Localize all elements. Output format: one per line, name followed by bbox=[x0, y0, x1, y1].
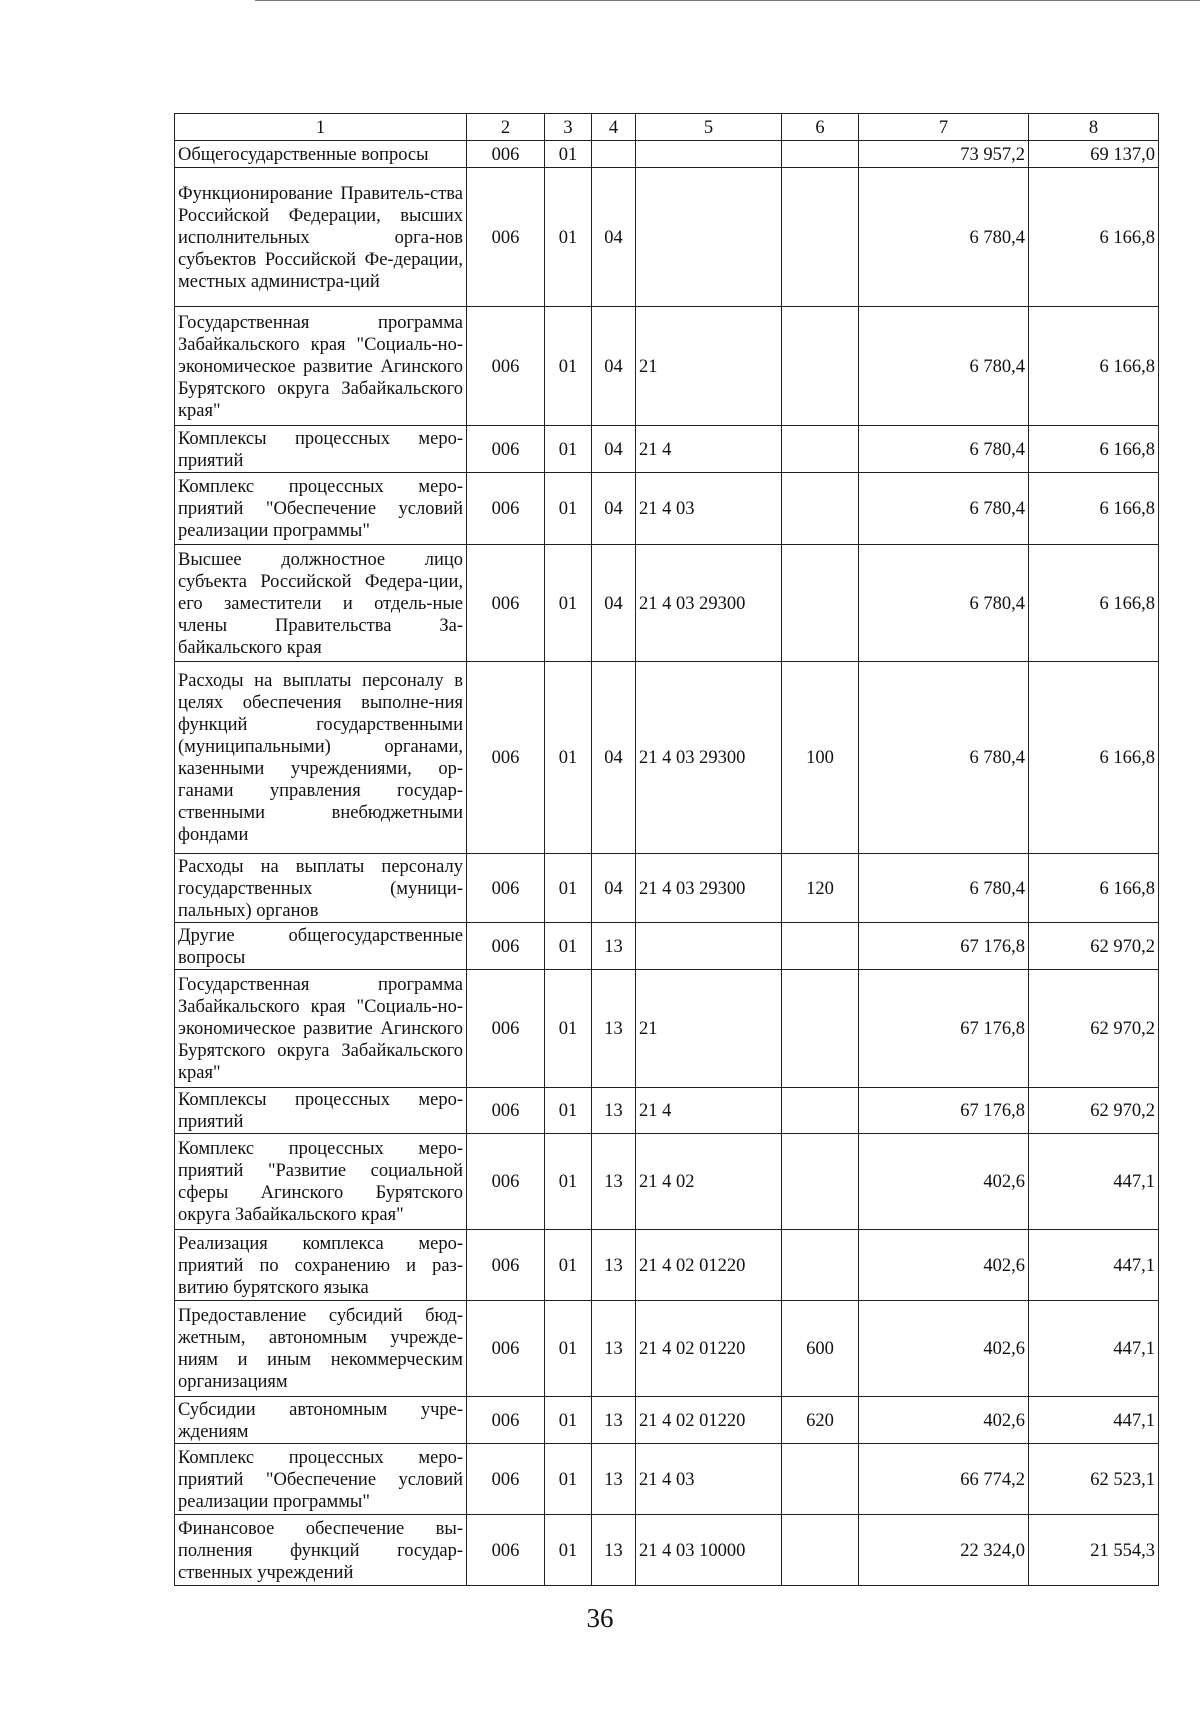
cell-col6 bbox=[782, 923, 859, 970]
table-row bbox=[175, 141, 1159, 168]
cell-col8: 6 166,8 bbox=[1029, 662, 1159, 854]
cell-col8: 6 166,8 bbox=[1029, 854, 1159, 923]
cell-col7: 6 780,4 bbox=[859, 307, 1029, 426]
table-row bbox=[175, 970, 1159, 1088]
cell-col8: 6 166,8 bbox=[1029, 168, 1159, 307]
table-row bbox=[175, 473, 1159, 545]
cell-col4: 13 bbox=[592, 1088, 636, 1134]
table-row bbox=[175, 854, 1159, 923]
row-name: Комплексы процессных меро-приятий bbox=[175, 1088, 467, 1134]
cell-col8: 62 970,2 bbox=[1029, 923, 1159, 970]
top-edge-line bbox=[255, 0, 1200, 1]
cell-col2: 006 bbox=[467, 662, 545, 854]
cell-col4: 04 bbox=[592, 307, 636, 426]
cell-col4: 04 bbox=[592, 473, 636, 545]
row-name: Государственная программа Забайкальского края "Социаль-но-экономическое развитие Агинского Бурятского округа Забайкальского края" bbox=[175, 970, 467, 1088]
cell-col5: 21 4 03 bbox=[636, 1444, 782, 1515]
table-row bbox=[175, 168, 1159, 307]
row-name: Другие общегосударственные вопросы bbox=[175, 923, 467, 970]
table-row bbox=[175, 662, 1159, 854]
cell-col5: 21 bbox=[636, 970, 782, 1088]
cell-col3: 01 bbox=[545, 970, 592, 1088]
cell-col8: 447,1 bbox=[1029, 1397, 1159, 1444]
cell-col6 bbox=[782, 473, 859, 545]
cell-col7: 73 957,2 bbox=[859, 141, 1029, 168]
cell-col4: 13 bbox=[592, 1301, 636, 1397]
cell-col7: 67 176,8 bbox=[859, 923, 1029, 970]
cell-col4: 04 bbox=[592, 662, 636, 854]
cell-col6 bbox=[782, 168, 859, 307]
cell-col2: 006 bbox=[467, 1397, 545, 1444]
cell-col2: 006 bbox=[467, 970, 545, 1088]
page-number: 36 bbox=[586, 1603, 614, 1633]
cell-col4: 13 bbox=[592, 1230, 636, 1301]
cell-col4: 04 bbox=[592, 545, 636, 662]
cell-col7: 67 176,8 bbox=[859, 970, 1029, 1088]
cell-col7: 6 780,4 bbox=[859, 545, 1029, 662]
cell-col3: 01 bbox=[545, 545, 592, 662]
cell-col5: 21 4 02 01220 bbox=[636, 1301, 782, 1397]
header-cell: 5 bbox=[636, 114, 782, 141]
cell-col5: 21 4 03 29300 bbox=[636, 545, 782, 662]
cell-col6 bbox=[782, 1515, 859, 1586]
cell-col2: 006 bbox=[467, 1230, 545, 1301]
header-cell: 4 bbox=[592, 114, 636, 141]
cell-col3: 01 bbox=[545, 141, 592, 168]
table-row bbox=[175, 1301, 1159, 1397]
cell-col7: 66 774,2 bbox=[859, 1444, 1029, 1515]
table-header-row bbox=[175, 114, 1159, 141]
cell-col8: 6 166,8 bbox=[1029, 473, 1159, 545]
cell-col6 bbox=[782, 307, 859, 426]
cell-col8: 447,1 bbox=[1029, 1230, 1159, 1301]
cell-col5: 21 4 bbox=[636, 1088, 782, 1134]
cell-col3: 01 bbox=[545, 1444, 592, 1515]
cell-col5: 21 4 bbox=[636, 426, 782, 473]
cell-col4: 13 bbox=[592, 1134, 636, 1230]
cell-col3: 01 bbox=[545, 1397, 592, 1444]
cell-col2: 006 bbox=[467, 473, 545, 545]
cell-col6 bbox=[782, 1088, 859, 1134]
cell-col3: 01 bbox=[545, 1301, 592, 1397]
row-name: Финансовое обеспечение вы-полнения функций государ-ственных учреждений bbox=[175, 1515, 467, 1586]
cell-col3: 01 bbox=[545, 307, 592, 426]
cell-col7: 22 324,0 bbox=[859, 1515, 1029, 1586]
cell-col6: 120 bbox=[782, 854, 859, 923]
cell-col4: 04 bbox=[592, 854, 636, 923]
row-name: Высшее должностное лицо субъекта Российской Федера-ции, его заместители и отдель-ные члены Правительства За-байкальского края bbox=[175, 545, 467, 662]
cell-col8: 447,1 bbox=[1029, 1301, 1159, 1397]
cell-col6 bbox=[782, 1444, 859, 1515]
cell-col6 bbox=[782, 970, 859, 1088]
cell-col7: 6 780,4 bbox=[859, 426, 1029, 473]
cell-col8: 69 137,0 bbox=[1029, 141, 1159, 168]
cell-col3: 01 bbox=[545, 1515, 592, 1586]
cell-col2: 006 bbox=[467, 426, 545, 473]
row-name: Государственная программа Забайкальского края "Социаль-но-экономическое развитие Агинского Бурятского округа Забайкальского края" bbox=[175, 307, 467, 426]
table-row bbox=[175, 1230, 1159, 1301]
cell-col6 bbox=[782, 1230, 859, 1301]
cell-col6 bbox=[782, 141, 859, 168]
cell-col4 bbox=[592, 141, 636, 168]
header-cell: 7 bbox=[859, 114, 1029, 141]
cell-col7: 67 176,8 bbox=[859, 1088, 1029, 1134]
cell-col5: 21 4 03 29300 bbox=[636, 662, 782, 854]
cell-col2: 006 bbox=[467, 1515, 545, 1586]
cell-col8: 6 166,8 bbox=[1029, 426, 1159, 473]
cell-col8: 447,1 bbox=[1029, 1134, 1159, 1230]
cell-col3: 01 bbox=[545, 854, 592, 923]
table-row bbox=[175, 1515, 1159, 1586]
table-row bbox=[175, 545, 1159, 662]
row-name: Функционирование Правитель-ства Российской Федерации, высших исполнительных орга-нов субъектов Российской Фе-дерации, местных администра-ций bbox=[175, 168, 467, 307]
header-cell: 3 bbox=[545, 114, 592, 141]
cell-col3: 01 bbox=[545, 923, 592, 970]
cell-col5 bbox=[636, 141, 782, 168]
cell-col4: 04 bbox=[592, 426, 636, 473]
cell-col5: 21 4 03 29300 bbox=[636, 854, 782, 923]
table-row bbox=[175, 1088, 1159, 1134]
cell-col7: 6 780,4 bbox=[859, 854, 1029, 923]
cell-col5 bbox=[636, 923, 782, 970]
budget-table bbox=[174, 113, 1159, 1586]
header-cell: 2 bbox=[467, 114, 545, 141]
table-row bbox=[175, 923, 1159, 970]
cell-col8: 62 970,2 bbox=[1029, 970, 1159, 1088]
cell-col2: 006 bbox=[467, 141, 545, 168]
cell-col5: 21 4 02 bbox=[636, 1134, 782, 1230]
cell-col4: 13 bbox=[592, 1397, 636, 1444]
header-cell: 8 bbox=[1029, 114, 1159, 141]
cell-col3: 01 bbox=[545, 662, 592, 854]
cell-col6: 620 bbox=[782, 1397, 859, 1444]
row-name: Комплексы процессных меро-приятий bbox=[175, 426, 467, 473]
cell-col7: 6 780,4 bbox=[859, 473, 1029, 545]
cell-col6 bbox=[782, 426, 859, 473]
header-cell: 6 bbox=[782, 114, 859, 141]
cell-col5: 21 4 02 01220 bbox=[636, 1397, 782, 1444]
cell-col2: 006 bbox=[467, 545, 545, 662]
cell-col7: 402,6 bbox=[859, 1397, 1029, 1444]
cell-col7: 6 780,4 bbox=[859, 168, 1029, 307]
cell-col3: 01 bbox=[545, 1230, 592, 1301]
row-name: Предоставление субсидий бюд-жетным, автономным учрежде-ниям и иным некоммерческим организациям bbox=[175, 1301, 467, 1397]
cell-col2: 006 bbox=[467, 1134, 545, 1230]
cell-col6 bbox=[782, 1134, 859, 1230]
cell-col4: 13 bbox=[592, 923, 636, 970]
cell-col4: 13 bbox=[592, 1515, 636, 1586]
row-name: Расходы на выплаты персоналу в целях обеспечения выполне-ния функций государственными (муниципальными) органами, казенными учреждениями, ор-ганами управления государ-ственными внебюджетными фондами bbox=[175, 662, 467, 854]
cell-col5: 21 bbox=[636, 307, 782, 426]
cell-col7: 402,6 bbox=[859, 1230, 1029, 1301]
header-cell: 1 bbox=[175, 114, 467, 141]
cell-col2: 006 bbox=[467, 854, 545, 923]
cell-col4: 04 bbox=[592, 168, 636, 307]
row-name: Комплекс процессных меро-приятий "Обеспечение условий реализации программы" bbox=[175, 1444, 467, 1515]
cell-col6: 600 bbox=[782, 1301, 859, 1397]
cell-col6: 100 bbox=[782, 662, 859, 854]
cell-col6 bbox=[782, 545, 859, 662]
cell-col2: 006 bbox=[467, 307, 545, 426]
table-row bbox=[175, 1134, 1159, 1230]
cell-col8: 6 166,8 bbox=[1029, 307, 1159, 426]
cell-col2: 006 bbox=[467, 1088, 545, 1134]
cell-col8: 62 970,2 bbox=[1029, 1088, 1159, 1134]
cell-col8: 21 554,3 bbox=[1029, 1515, 1159, 1586]
cell-col2: 006 bbox=[467, 168, 545, 307]
cell-col8: 62 523,1 bbox=[1029, 1444, 1159, 1515]
cell-col7: 402,6 bbox=[859, 1134, 1029, 1230]
cell-col5: 21 4 02 01220 bbox=[636, 1230, 782, 1301]
cell-col2: 006 bbox=[467, 1301, 545, 1397]
cell-col2: 006 bbox=[467, 923, 545, 970]
table-row bbox=[175, 307, 1159, 426]
cell-col4: 13 bbox=[592, 1444, 636, 1515]
row-name: Комплекс процессных меро-приятий "Обеспечение условий реализации программы" bbox=[175, 473, 467, 545]
cell-col2: 006 bbox=[467, 1444, 545, 1515]
cell-col4: 13 bbox=[592, 970, 636, 1088]
cell-col8: 6 166,8 bbox=[1029, 545, 1159, 662]
table-row bbox=[175, 1444, 1159, 1515]
cell-col7: 402,6 bbox=[859, 1301, 1029, 1397]
table-row bbox=[175, 1397, 1159, 1444]
cell-col5: 21 4 03 10000 bbox=[636, 1515, 782, 1586]
cell-col3: 01 bbox=[545, 1088, 592, 1134]
cell-col3: 01 bbox=[545, 1134, 592, 1230]
row-name: Расходы на выплаты персоналу государственных (муници-пальных) органов bbox=[175, 854, 467, 923]
cell-col3: 01 bbox=[545, 168, 592, 307]
row-name: Комплекс процессных меро-приятий "Развитие социальной сферы Агинского Бурятского округа Забайкальского края" bbox=[175, 1134, 467, 1230]
table-row bbox=[175, 426, 1159, 473]
cell-col5 bbox=[636, 168, 782, 307]
cell-col3: 01 bbox=[545, 426, 592, 473]
row-name: Реализация комплекса меро-приятий по сохранению и раз-витию бурятского языка bbox=[175, 1230, 467, 1301]
cell-col7: 6 780,4 bbox=[859, 662, 1029, 854]
row-name: Субсидии автономным учре-ждениям bbox=[175, 1397, 467, 1444]
cell-col5: 21 4 03 bbox=[636, 473, 782, 545]
row-name: Общегосударственные вопросы bbox=[175, 141, 467, 168]
cell-col3: 01 bbox=[545, 473, 592, 545]
